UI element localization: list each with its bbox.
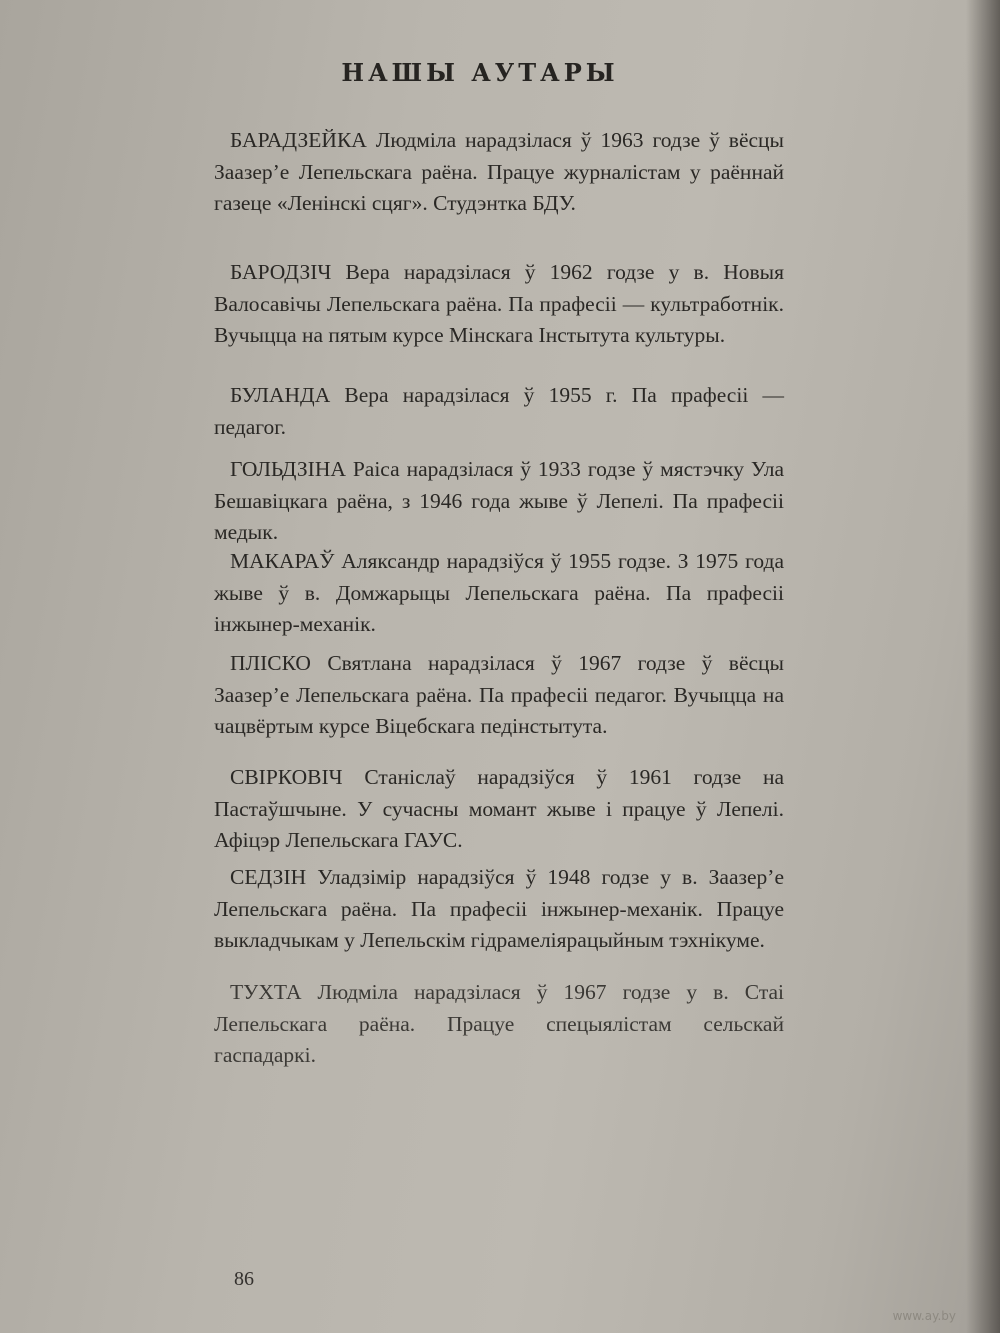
page-number: 86 bbox=[234, 1268, 254, 1290]
page-title: НАШЫ АУТАРЫ bbox=[341, 58, 619, 87]
author-entry-sedzin: СЕДЗІН Уладзімір нарадзіўся ў 1948 годзе у в. Заазер’е Лепельскага раёна. Па прафесіі інжынер-механік. Працуе выкладчыкам у Лепельскім гідрамеліярацыйным тэхнікуме. bbox=[214, 865, 784, 952]
author-entry-svirkovich: СВІРКОВІЧ Станіслаў нарадзіўся ў 1961 годзе на Пастаўшчыне. У сучасны момант жыве і працуе ў Лепелі. Афіцэр Лепельскага ГАУС. bbox=[214, 765, 784, 852]
author-entry-tukhta: ТУХТА Людміла нарадзілася ў 1967 годзе у в. Стаі Лепельскага раёна. Працуе спецыялістам сельскай гаспадаркі. bbox=[214, 980, 784, 1067]
author-entry-baradzeika: БАРАДЗЕЙКА Людміла нарадзілася ў 1963 годзе ў вёсцы Заазер’е Лепельскага раёна. Працуе журналістам у раённай газеце «Ленінскі сцяг». Студэнтка БДУ. bbox=[214, 128, 784, 215]
author-entry-plisko: ПЛІСКО Святлана нарадзілася ў 1967 годзе ў вёсцы Заазер’е Лепельскага раёна. Па прафесіі педагог. Вучыцца на чацвёртым курсе Віцебскага педінстытута. bbox=[214, 651, 784, 738]
author-entry-goldzina: ГОЛЬДЗІНА Раіса нарадзілася ў 1933 годзе ў мястэчку Ула Бешавіцкага раёна, з 1946 года жыве ў Лепелі. Па прафесіі медык. bbox=[214, 457, 784, 544]
author-entry-makarau: МАКАРАЎ Аляксандр нарадзіўся ў 1955 годзе. З 1975 года жыве ў в. Домжарыцы Лепельскага раёна. Па прафесіі інжынер-механік. bbox=[214, 549, 784, 636]
watermark: www.ay.by bbox=[892, 1309, 956, 1323]
author-entry-bulanda: БУЛАНДА Вера нарадзілася ў 1955 г. Па прафесіі — педагог. bbox=[214, 383, 784, 439]
author-entry-barodzich: БАРОДЗІЧ Вера нарадзілася ў 1962 годзе у в. Новыя Валосавічы Лепельскага раёна. Па прафесіі — культработнік. Вучыцца на пятым курсе Мінскага Інстытута культуры. bbox=[214, 260, 784, 347]
